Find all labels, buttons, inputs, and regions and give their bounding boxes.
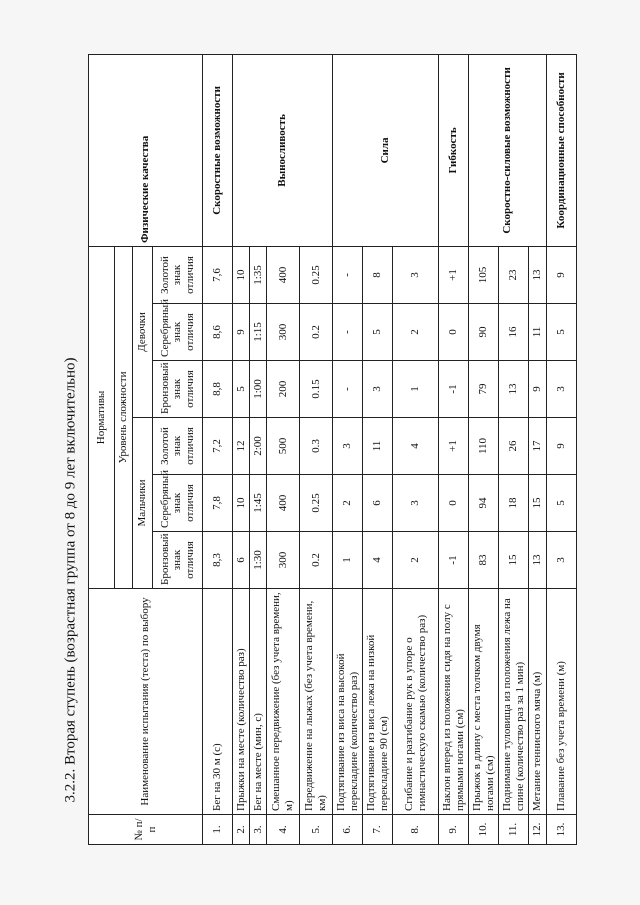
boys-bronze-value: 13 [529, 532, 547, 589]
row-test-name: Подтягивание из виса на высокой перекладине (количество раз) [333, 589, 363, 815]
row-num: 5. [300, 815, 333, 845]
row-num: 9. [439, 815, 469, 845]
quality-speed-strength: Скоростно-силовые возможности [469, 54, 547, 246]
girls-silver-value: 5 [363, 304, 393, 361]
header-boys: Мальчики [133, 418, 153, 589]
boys-bronze-value: 6 [233, 532, 250, 589]
row-test-name: Смешанное передвижение (без учета времени, м) [267, 589, 300, 815]
girls-gold-value: 9 [547, 246, 577, 303]
quality-strength: Сила [333, 54, 439, 246]
row-test-name: Прыжок в длину с места толчком двумя ногами (см) [469, 589, 499, 815]
row-test-name: Бег на месте (мин, с) [250, 589, 267, 815]
row-test-name: Бег на 30 м (с) [203, 589, 233, 815]
boys-bronze-value: 3 [547, 532, 577, 589]
header-girls-gold: Золотой знак отличия [153, 246, 203, 303]
boys-gold-value: 4 [393, 418, 439, 475]
boys-silver-value: 10 [233, 475, 250, 532]
boys-bronze-value: 300 [267, 532, 300, 589]
boys-gold-value: 12 [233, 418, 250, 475]
girls-bronze-value: 1 [393, 361, 439, 418]
boys-silver-value: 0.25 [300, 475, 333, 532]
boys-gold-value: 0.3 [300, 418, 333, 475]
header-boys-silver: Серебряный знак отличия [153, 475, 203, 532]
boys-bronze-value: 83 [469, 532, 499, 589]
girls-gold-value: 23 [499, 246, 529, 303]
boys-gold-value: +1 [439, 418, 469, 475]
girls-bronze-value: 3 [547, 361, 577, 418]
header-girls: Девочки [133, 246, 153, 417]
table-row [203, 54, 233, 844]
girls-silver-value: - [333, 304, 363, 361]
row-num: 8. [393, 815, 439, 845]
row-num: 1. [203, 815, 233, 845]
girls-gold-value: +1 [439, 246, 469, 303]
girls-bronze-value: 3 [363, 361, 393, 418]
row-num: 13. [547, 815, 577, 845]
boys-gold-value: 500 [267, 418, 300, 475]
girls-gold-value: 8 [363, 246, 393, 303]
row-num: 3. [250, 815, 267, 845]
boys-gold-value: 7,2 [203, 418, 233, 475]
girls-silver-value: 0.2 [300, 304, 333, 361]
boys-silver-value: 6 [363, 475, 393, 532]
row-test-name: Метание теннисного мяча (м) [529, 589, 547, 815]
row-num: 4. [267, 815, 300, 845]
table-row [233, 54, 250, 844]
girls-gold-value: 400 [267, 246, 300, 303]
girls-bronze-value: 79 [469, 361, 499, 418]
row-test-name: Прыжки на месте (количество раз) [233, 589, 250, 815]
norms-table [88, 54, 577, 845]
boys-silver-value: 400 [267, 475, 300, 532]
girls-silver-value: 1:15 [250, 304, 267, 361]
girls-bronze-value: 200 [267, 361, 300, 418]
quality-flexibility: Гибкость [439, 54, 469, 246]
section-heading: 3.2.2. Вторая ступень (возрастная группа от 8 до 9 лет включительно) [62, 357, 79, 803]
boys-gold-value: 2:00 [250, 418, 267, 475]
row-test-name: Плавание без учета времени (м) [547, 589, 577, 815]
header-boys-bronze: Бронзовый знак отличия [153, 532, 203, 589]
boys-silver-value: 15 [529, 475, 547, 532]
boys-bronze-value: 2 [393, 532, 439, 589]
boys-silver-value: 94 [469, 475, 499, 532]
boys-silver-value: 1:45 [250, 475, 267, 532]
girls-bronze-value: 13 [499, 361, 529, 418]
header-girls-bronze: Бронзовый знак отличия [153, 361, 203, 418]
row-test-name: Наклон вперед из положения сидя на полу с прямыми ногами (см) [439, 589, 469, 815]
boys-silver-value: 2 [333, 475, 363, 532]
boys-silver-value: 5 [547, 475, 577, 532]
boys-bronze-value: 0.2 [300, 532, 333, 589]
girls-silver-value: 90 [469, 304, 499, 361]
girls-bronze-value: 5 [233, 361, 250, 418]
header-normatives: Нормативы [89, 246, 115, 588]
girls-gold-value: 10 [233, 246, 250, 303]
boys-bronze-value: 15 [499, 532, 529, 589]
girls-gold-value: 0.25 [300, 246, 333, 303]
boys-silver-value: 0 [439, 475, 469, 532]
girls-silver-value: 2 [393, 304, 439, 361]
girls-bronze-value: 9 [529, 361, 547, 418]
boys-silver-value: 3 [393, 475, 439, 532]
boys-bronze-value: 1 [333, 532, 363, 589]
header-qualities: Физические качества [89, 54, 203, 246]
girls-silver-value: 5 [547, 304, 577, 361]
table-row [439, 54, 469, 844]
boys-silver-value: 18 [499, 475, 529, 532]
header-difficulty: Уровень сложности [115, 246, 133, 588]
header-num: № п/п [89, 815, 203, 845]
row-test-name: Сгибание и разгибание рук в упоре о гимнастическую скамью (количество раз) [393, 589, 439, 815]
girls-silver-value: 11 [529, 304, 547, 361]
table-row [333, 54, 363, 844]
girls-bronze-value: 8,8 [203, 361, 233, 418]
girls-bronze-value: 1:00 [250, 361, 267, 418]
quality-speed: Скоростные возможности [203, 54, 233, 246]
row-test-name: Поднимание туловища из положения лежа на спине (количество раз за 1 мин) [499, 589, 529, 815]
girls-silver-value: 9 [233, 304, 250, 361]
girls-silver-value: 8,6 [203, 304, 233, 361]
girls-silver-value: 16 [499, 304, 529, 361]
girls-silver-value: 300 [267, 304, 300, 361]
table-row [547, 54, 577, 844]
girls-gold-value: - [333, 246, 363, 303]
table-body [203, 54, 577, 844]
header-test-name: Наименование испытания (теста) по выбору [89, 589, 203, 815]
girls-gold-value: 105 [469, 246, 499, 303]
boys-gold-value: 3 [333, 418, 363, 475]
girls-bronze-value: - [333, 361, 363, 418]
header-boys-gold: Золотой знак отличия [153, 418, 203, 475]
girls-bronze-value: 0.15 [300, 361, 333, 418]
quality-coordination: Координационные способности [547, 54, 577, 246]
quality-endurance: Выносливость [233, 54, 333, 246]
girls-gold-value: 13 [529, 246, 547, 303]
row-test-name: Подтягивание из виса лежа на низкой перекладине 90 (см) [363, 589, 393, 815]
girls-silver-value: 0 [439, 304, 469, 361]
boys-bronze-value: 1:30 [250, 532, 267, 589]
row-num: 7. [363, 815, 393, 845]
girls-gold-value: 3 [393, 246, 439, 303]
boys-silver-value: 7,8 [203, 475, 233, 532]
row-num: 2. [233, 815, 250, 845]
boys-gold-value: 9 [547, 418, 577, 475]
boys-gold-value: 11 [363, 418, 393, 475]
row-test-name: Передвижение на лыжах (без учета времени, км) [300, 589, 333, 815]
boys-bronze-value: 4 [363, 532, 393, 589]
boys-bronze-value: 8,3 [203, 532, 233, 589]
norms-table-rotated [88, 55, 568, 845]
girls-gold-value: 1:35 [250, 246, 267, 303]
boys-gold-value: 110 [469, 418, 499, 475]
girls-gold-value: 7,6 [203, 246, 233, 303]
boys-bronze-value: -1 [439, 532, 469, 589]
row-num: 10. [469, 815, 499, 845]
row-num: 6. [333, 815, 363, 845]
girls-bronze-value: -1 [439, 361, 469, 418]
row-num: 11. [499, 815, 529, 845]
row-num: 12. [529, 815, 547, 845]
boys-gold-value: 26 [499, 418, 529, 475]
boys-gold-value: 17 [529, 418, 547, 475]
table-row [469, 54, 499, 844]
header-girls-silver: Серебряный знак отличия [153, 304, 203, 361]
